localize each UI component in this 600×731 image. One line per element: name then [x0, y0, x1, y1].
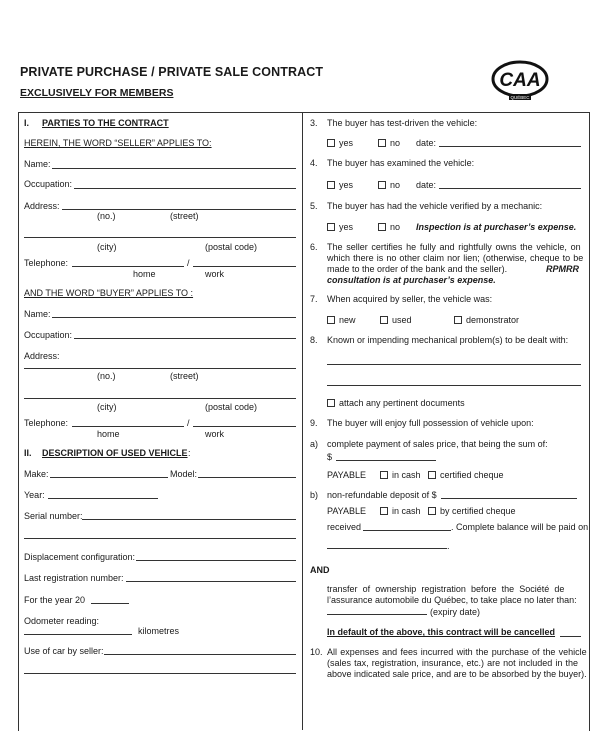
q7-used-checkbox[interactable]: [380, 315, 412, 326]
q3-date-field[interactable]: [439, 146, 581, 147]
option-b-certified-label: by certified cheque: [440, 506, 516, 516]
q3-no-label: no: [390, 138, 401, 148]
q4-date-field[interactable]: [439, 188, 581, 189]
section-1-title: PARTIES TO THE CONTRACT: [42, 118, 169, 128]
q10-number: 10.: [310, 647, 323, 657]
checkbox-icon: [428, 471, 436, 479]
q6-number: 6.: [310, 242, 318, 252]
q5-yes-label: yes: [339, 222, 354, 232]
q4-date-label: date:: [416, 180, 437, 190]
balance-dot: .: [447, 541, 450, 551]
checkbox-icon: [378, 139, 386, 147]
option-a-letter: a): [310, 439, 319, 449]
option-b-letter: b): [310, 490, 319, 500]
option-b-cash-label: in cash: [392, 506, 421, 516]
make-label: Make:: [24, 469, 49, 479]
q6-rpmrr: RPMRR: [546, 264, 579, 274]
buyer-telephone-label: Telephone:: [24, 418, 69, 428]
checkbox-icon: [327, 181, 335, 189]
seller-address-field[interactable]: [62, 209, 296, 210]
section-2-colon: :: [188, 448, 191, 458]
use-by-seller-field-2[interactable]: [24, 673, 296, 674]
buyer-home-caption: home: [97, 429, 120, 439]
q7-demonstrator-label: demonstrator: [466, 315, 520, 325]
seller-work-phone-field[interactable]: [193, 266, 296, 267]
option-b-payable: PAYABLE: [327, 506, 367, 516]
seller-street-caption: (street): [170, 211, 199, 221]
option-b-deposit-field[interactable]: [441, 498, 577, 499]
section-2-number: II.: [24, 448, 32, 458]
buyer-work-caption: work: [205, 429, 225, 439]
checkbox-icon: [454, 316, 462, 324]
expiry-caption: (expiry date): [430, 607, 481, 617]
checkbox-icon: [327, 399, 335, 407]
caa-logo: [491, 60, 549, 102]
seller-city-caption: (city): [97, 242, 117, 252]
option-a-cash-checkbox[interactable]: [380, 470, 421, 481]
balance-date-field[interactable]: [327, 548, 447, 549]
kilometres-label: kilometres: [138, 626, 180, 636]
serial-label: Serial number:: [24, 511, 83, 521]
q9-number: 9.: [310, 418, 318, 428]
use-by-seller-label: Use of car by seller:: [24, 646, 104, 656]
logo-text: CAA: [499, 70, 541, 91]
buyer-city-caption: (city): [97, 402, 117, 412]
seller-home-caption: home: [133, 269, 156, 279]
year-field[interactable]: [48, 498, 158, 499]
seller-city-field[interactable]: [24, 237, 296, 238]
section-2-title: DESCRIPTION OF USED VEHICLE: [42, 448, 188, 458]
displacement-label: Displacement configuration:: [24, 552, 136, 562]
default-clause: In default of the above, this contract will be cancelled: [327, 627, 556, 637]
seller-phone-slash: /: [187, 258, 190, 268]
buyer-work-phone-field[interactable]: [193, 426, 296, 427]
checkbox-icon: [327, 316, 335, 324]
transfer-line-2: l’assurance automobile du Québec, to take place no later than:: [327, 595, 577, 605]
seller-name-label: Name:: [24, 159, 51, 169]
buyer-postal-caption: (postal code): [205, 402, 258, 412]
checkbox-icon: [428, 507, 436, 515]
q7-new-checkbox[interactable]: [327, 315, 356, 326]
model-field[interactable]: [198, 477, 296, 478]
q8-field-1[interactable]: [327, 364, 581, 365]
column-divider: [302, 112, 303, 730]
odometer-label: Odometer reading:: [24, 616, 100, 626]
q5-no-label: no: [390, 222, 401, 232]
option-a-cash-label: in cash: [392, 470, 421, 480]
seller-telephone-label: Telephone:: [24, 258, 69, 268]
seller-intro: HEREIN, THE WORD “SELLER” APPLIES TO:: [24, 138, 212, 148]
buyer-no-caption: (no.): [97, 371, 116, 381]
q10-line-1: All expenses and fees incurred with the purchase of the vehicle: [327, 647, 587, 657]
q10-line-2: (sales tax, registration, insurance, etc.) are not included in the: [327, 658, 579, 668]
checkbox-icon: [378, 223, 386, 231]
option-a-certified-checkbox[interactable]: [428, 470, 504, 481]
q5-number: 5.: [310, 201, 318, 211]
q5-text: The buyer has had the vehicle verified by a mechanic:: [327, 201, 543, 211]
model-label: Model:: [170, 469, 198, 479]
and-label: AND: [310, 565, 330, 575]
buyer-address-label: Address:: [24, 351, 60, 361]
option-a-text: complete payment of sales price, that being the sum of:: [327, 439, 548, 449]
q5-no-checkbox[interactable]: [378, 222, 400, 233]
page-title: PRIVATE PURCHASE / PRIVATE SALE CONTRACT: [20, 65, 324, 79]
option-a-dollar: $: [327, 452, 333, 462]
q5-yes-checkbox[interactable]: [327, 222, 353, 233]
year-label: Year:: [24, 490, 45, 500]
q8-field-2[interactable]: [327, 385, 581, 386]
seller-occupation-label: Occupation:: [24, 179, 73, 189]
q8-number: 8.: [310, 335, 318, 345]
attach-documents-checkbox[interactable]: [327, 398, 465, 409]
q3-number: 3.: [310, 118, 318, 128]
checkbox-icon: [380, 316, 388, 324]
buyer-name-field[interactable]: [52, 317, 296, 318]
q3-yes-label: yes: [339, 138, 354, 148]
received-field[interactable]: [363, 530, 451, 531]
inspection-note: Inspection is at purchaser’s expense.: [416, 222, 577, 232]
make-field[interactable]: [50, 477, 168, 478]
checkbox-icon: [327, 139, 335, 147]
section-1-number: I.: [24, 118, 30, 128]
buyer-phone-slash: /: [187, 418, 190, 428]
checkbox-icon: [327, 223, 335, 231]
buyer-address-field[interactable]: [24, 368, 296, 369]
q6-line-2: which there is no other claim nor lien; (otherwise, cheque to be: [327, 253, 584, 263]
q3-no-checkbox[interactable]: [378, 138, 400, 149]
displacement-field[interactable]: [136, 560, 296, 561]
buyer-intro: AND THE WORD “BUYER” APPLIES TO :: [24, 288, 194, 298]
q7-demonstrator-checkbox[interactable]: [454, 315, 519, 326]
q4-yes-checkbox[interactable]: [327, 180, 353, 191]
last-registration-label: Last registration number:: [24, 573, 124, 583]
seller-work-caption: work: [205, 269, 225, 279]
transfer-date-field[interactable]: [327, 614, 427, 615]
logo-subtext: QUÉBEC: [510, 95, 530, 100]
q3-text: The buyer has test-driven the vehicle:: [327, 118, 478, 128]
serial-field[interactable]: [82, 519, 296, 520]
last-registration-field[interactable]: [126, 581, 296, 582]
seller-home-phone-field[interactable]: [72, 266, 184, 267]
buyer-occupation-label: Occupation:: [24, 330, 73, 340]
seller-name-field[interactable]: [52, 168, 296, 169]
option-b-text: non-refundable deposit of $: [327, 490, 437, 500]
buyer-home-phone-field[interactable]: [72, 426, 184, 427]
for-year-field[interactable]: [91, 603, 129, 604]
attach-documents-label: attach any pertinent documents: [339, 398, 465, 408]
option-a-certified-label: certified cheque: [440, 470, 504, 480]
complete-balance-text: . Complete balance will be paid on: [451, 522, 589, 532]
q6-line-3: made to the order of the bank and the seller).: [327, 264, 508, 274]
q4-text: The buyer has examined the vehicle:: [327, 158, 475, 168]
q7-text: When acquired by seller, the vehicle was:: [327, 294, 493, 304]
q7-used-label: used: [392, 315, 412, 325]
buyer-city-field[interactable]: [24, 398, 296, 399]
transfer-line-1: transfer of ownership registration before the Société de: [327, 584, 565, 594]
serial-field-2[interactable]: [24, 538, 296, 539]
q6-line-1: The seller certifies he fully and rightfully owns the vehicle, on: [327, 242, 581, 252]
page-subtitle: EXCLUSIVELY FOR MEMBERS: [20, 87, 174, 99]
q6-line-4: consultation is at purchaser’s expense.: [327, 275, 496, 285]
received-label: received: [327, 522, 362, 532]
option-a-payable: PAYABLE: [327, 470, 367, 480]
default-clause-line: [560, 636, 581, 637]
checkbox-icon: [380, 507, 388, 515]
q7-new-label: new: [339, 315, 356, 325]
q4-number: 4.: [310, 158, 318, 168]
checkbox-icon: [380, 471, 388, 479]
buyer-street-caption: (street): [170, 371, 199, 381]
for-year-label: For the year 20: [24, 595, 86, 605]
q9-text: The buyer will enjoy full possession of vehicle upon:: [327, 418, 534, 428]
seller-occupation-field[interactable]: [74, 188, 296, 189]
q8-text: Known or impending mechanical problem(s) to be dealt with:: [327, 335, 569, 345]
q7-number: 7.: [310, 294, 318, 304]
q3-date-label: date:: [416, 138, 437, 148]
option-b-cash-checkbox[interactable]: [380, 506, 421, 517]
q4-no-label: no: [390, 180, 401, 190]
buyer-occupation-field[interactable]: [74, 338, 296, 339]
q10-line-3: above indicated sale price, and are to be absorbed by the buyer).: [327, 669, 587, 679]
option-a-amount-field[interactable]: [336, 460, 436, 461]
seller-address-label: Address:: [24, 201, 60, 211]
q3-yes-checkbox[interactable]: [327, 138, 353, 149]
q4-yes-label: yes: [339, 180, 354, 190]
use-by-seller-field[interactable]: [104, 654, 296, 655]
q4-no-checkbox[interactable]: [378, 180, 400, 191]
option-b-certified-checkbox[interactable]: [428, 506, 516, 517]
seller-no-caption: (no.): [97, 211, 116, 221]
seller-postal-caption: (postal code): [205, 242, 258, 252]
odometer-field[interactable]: [24, 634, 132, 635]
buyer-name-label: Name:: [24, 309, 51, 319]
checkbox-icon: [378, 181, 386, 189]
